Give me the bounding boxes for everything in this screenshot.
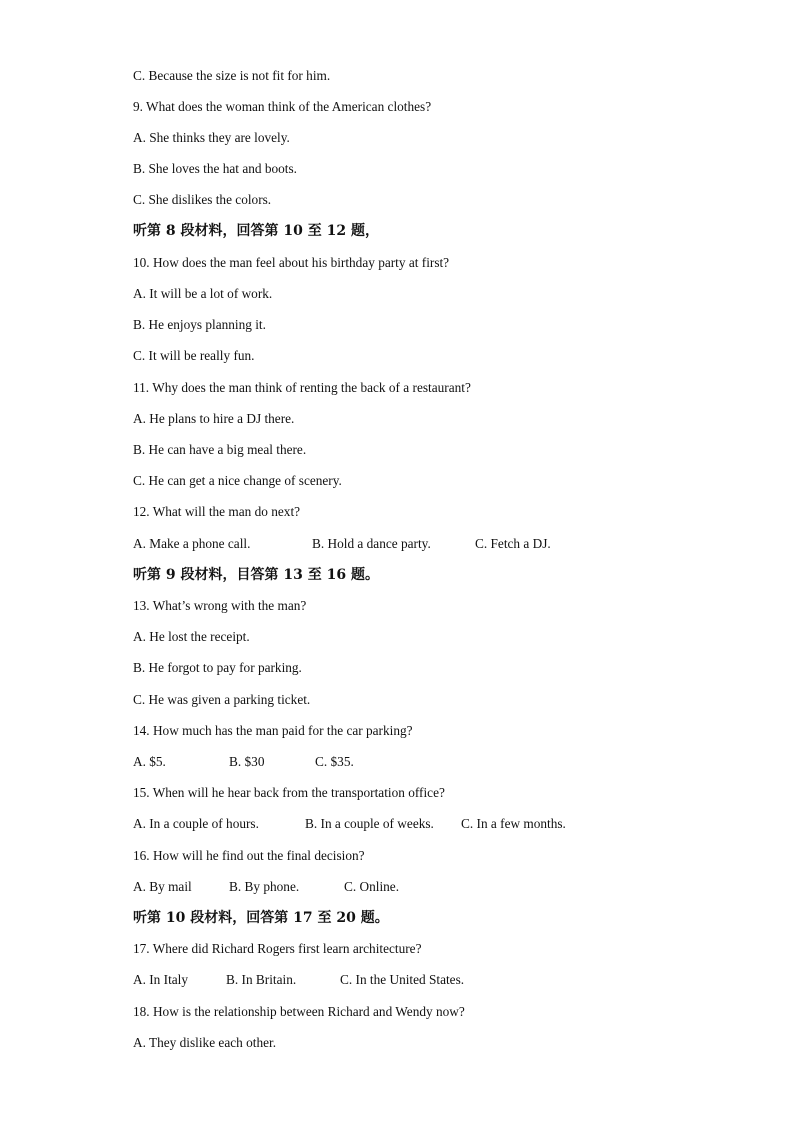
q11-question: 11. Why does the man think of renting the back of a restaurant? xyxy=(133,380,471,395)
q12-option-c: C. Fetch a DJ. xyxy=(475,536,551,551)
q12-option-b: B. Hold a dance party. xyxy=(312,536,431,551)
q11-option-b: B. He can have a big meal there. xyxy=(133,442,307,457)
q13-question: 13. What’s wrong with the man? xyxy=(133,598,307,613)
q8-option-c: C. Because the size is not fit for him. xyxy=(133,68,331,83)
q10-option-c: C. It will be really fun. xyxy=(133,348,255,363)
q18-option-a: A. They dislike each other. xyxy=(133,1035,277,1050)
q13-option-b: B. He forgot to pay for parking. xyxy=(133,660,302,675)
q11-option-c: C. He can get a nice change of scenery. xyxy=(133,473,342,488)
q17-question: 17. Where did Richard Rogers first learn architecture? xyxy=(133,941,422,956)
q15-question: 15. When will he hear back from the transportation office? xyxy=(133,785,445,800)
q10-question: 10. How does the man feel about his birthday party at first? xyxy=(133,255,450,270)
q16-question: 16. How will he find out the final decision? xyxy=(133,848,365,863)
q16-option-b: B. By phone. xyxy=(229,879,300,894)
q14-option-c: C. $35. xyxy=(315,754,354,769)
section-heading-10: 听第 10 段材料，回答第 17 至 20 题。 xyxy=(133,910,389,926)
q17-option-c: C. In the United States. xyxy=(340,972,465,987)
q9-option-c: C. She dislikes the colors. xyxy=(133,192,272,207)
q14-option-b: B. $30 xyxy=(229,754,265,769)
q9-question: 9. What does the woman think of the American clothes? xyxy=(133,99,432,114)
section-heading-9: 听第 9 段材料，目答第 13 至 16 题。 xyxy=(133,567,379,583)
q16-option-a: A. By mail xyxy=(133,879,192,894)
q9-option-a: A. She thinks they are lovely. xyxy=(133,130,290,145)
q13-option-a: A. He lost the receipt. xyxy=(133,629,250,644)
q15-option-b: B. In a couple of weeks. xyxy=(305,816,434,831)
q12-option-a: A. Make a phone call. xyxy=(133,536,251,551)
q9-option-b: B. She loves the hat and boots. xyxy=(133,161,297,176)
q10-option-a: A. It will be a lot of work. xyxy=(133,286,273,301)
section-heading-8: 听第 8 段材料，回答第 10 至 12 题， xyxy=(133,223,379,239)
q15-option-a: A. In a couple of hours. xyxy=(133,816,259,831)
q18-question: 18. How is the relationship between Richard and Wendy now? xyxy=(133,1004,465,1019)
q17-option-b: B. In Britain. xyxy=(226,972,297,987)
q11-option-a: A. He plans to hire a DJ there. xyxy=(133,411,295,426)
q16-option-c: C. Online. xyxy=(344,879,400,894)
q14-option-a: A. $5. xyxy=(133,754,166,769)
q17-option-a: A. In Italy xyxy=(133,972,189,987)
q14-question: 14. How much has the man paid for the car parking? xyxy=(133,723,413,738)
q10-option-b: B. He enjoys planning it. xyxy=(133,317,266,332)
q15-option-c: C. In a few months. xyxy=(461,816,566,831)
q13-option-c: C. He was given a parking ticket. xyxy=(133,692,311,707)
q12-question: 12. What will the man do next? xyxy=(133,504,301,519)
